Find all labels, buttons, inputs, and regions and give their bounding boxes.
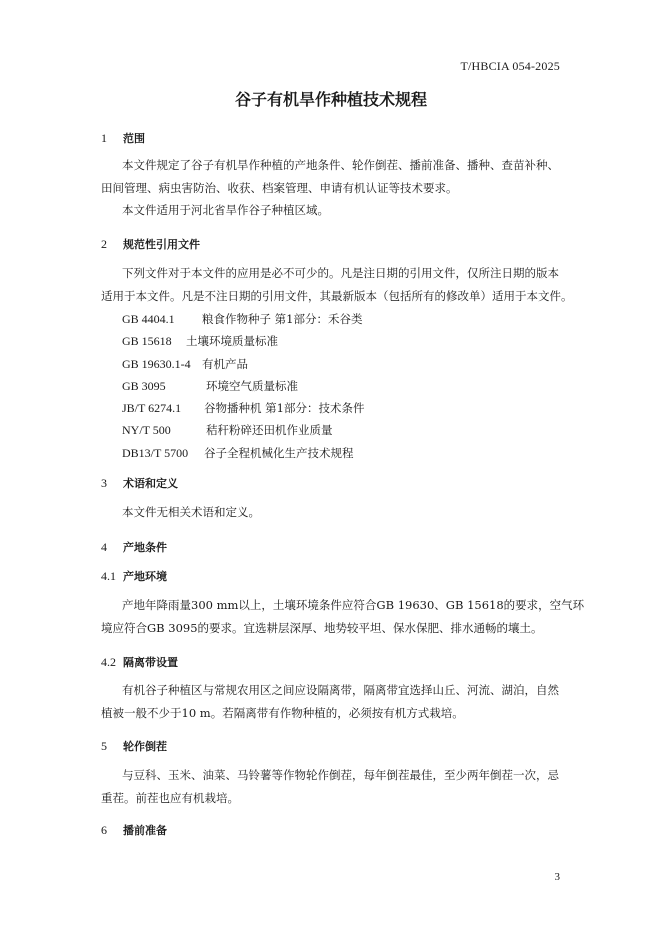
paragraph-line: 本文件无相关术语和定义。 bbox=[122, 505, 260, 519]
section-number: 1 bbox=[101, 131, 107, 145]
reference-code: JB/T 6274.1 bbox=[122, 401, 182, 415]
section-4-2-heading bbox=[101, 654, 178, 670]
reference-code: GB 4404.1 bbox=[122, 312, 175, 326]
section-4-1-heading bbox=[101, 568, 167, 584]
reference-name: 环境空气质量标准 bbox=[206, 379, 298, 393]
paragraph-line: 本文件适用于河北省旱作谷子种植区域。 bbox=[122, 203, 329, 217]
paragraph-line: 境应符合GB 3095的要求。宜选耕层深厚、地势较平坦、保水保肥、排水通畅的壤土。 bbox=[101, 620, 543, 635]
reference-code: DB13/T 5700 bbox=[122, 446, 189, 460]
section-4-1-paragraph bbox=[101, 594, 585, 639]
section-number: 4 bbox=[101, 540, 107, 554]
section-title: 规范性引用文件 bbox=[123, 238, 200, 251]
paragraph-line: 下列文件对于本文件的应用是必不可少的。凡是注日期的引用文件，仅所注日期的版本 bbox=[122, 266, 559, 280]
reference-item bbox=[122, 378, 298, 394]
section-4-heading bbox=[101, 539, 167, 555]
section-title: 播前准备 bbox=[123, 824, 167, 837]
section-title: 术语和定义 bbox=[123, 477, 178, 490]
paragraph-line: 产地年降雨量300 mm以上，土壤环境条件应符合GB 19630、GB 15618的要求，空气环 bbox=[122, 598, 585, 612]
reference-code: GB 19630.1-4 bbox=[122, 357, 191, 371]
reference-name: 有机产品 bbox=[202, 357, 248, 371]
section-number: 5 bbox=[101, 739, 107, 753]
reference-code: GB 15618 bbox=[122, 334, 172, 348]
reference-item bbox=[122, 400, 364, 416]
section-title: 隔离带设置 bbox=[123, 656, 178, 669]
section-6-heading bbox=[101, 822, 167, 838]
paragraph-line: 重茬。前茬也应有机栽培。 bbox=[101, 790, 239, 805]
paragraph-line: 本文件规定了谷子有机旱作种植的产地条件、轮作倒茬、播前准备、播种、查苗补种、 bbox=[122, 158, 559, 172]
reference-name: 粮食作物种子 第1部分：禾谷类 bbox=[202, 312, 363, 326]
reference-item bbox=[122, 422, 333, 438]
document-title: 谷子有机旱作种植技术规程 bbox=[234, 90, 427, 109]
section-5-paragraph bbox=[101, 764, 561, 809]
section-1-heading bbox=[101, 130, 145, 146]
paragraph-line: 有机谷子种植区与常规农用区之间应设隔离带，隔离带宜选择山丘、河流、湖泊，自然 bbox=[122, 683, 559, 697]
section-3-paragraph bbox=[101, 501, 561, 524]
reference-code: NY/T 500 bbox=[122, 423, 171, 437]
section-title: 范围 bbox=[123, 132, 145, 145]
paragraph-line: 田间管理、病虫害防治、收获、档案管理、申请有机认证等技术要求。 bbox=[101, 180, 458, 195]
section-number: 4.2 bbox=[101, 655, 116, 669]
section-title: 产地条件 bbox=[123, 541, 167, 554]
document-code: T/HBCIA 054-2025 bbox=[460, 59, 560, 73]
section-4-2-paragraph bbox=[101, 679, 561, 724]
reference-item bbox=[122, 445, 354, 461]
paragraph-line: 适用于本文件。凡是不注日期的引用文件，其最新版本（包括所有的修改单）适用于本文件。 bbox=[101, 288, 573, 303]
section-5-heading bbox=[101, 738, 167, 754]
section-number: 2 bbox=[101, 237, 107, 251]
reference-name: 谷子全程机械化生产技术规程 bbox=[204, 446, 354, 460]
reference-name: 谷物播种机 第1部分：技术条件 bbox=[204, 401, 365, 415]
paragraph-line: 植被一般不少于10 m。若隔离带有作物种植的，必须按有机方式栽培。 bbox=[101, 705, 464, 720]
section-number: 3 bbox=[101, 476, 107, 490]
reference-item bbox=[122, 333, 278, 349]
section-title: 轮作倒茬 bbox=[123, 740, 167, 753]
reference-name: 土壤环境质量标准 bbox=[186, 334, 278, 348]
paragraph-line: 与豆科、玉米、油菜、马铃薯等作物轮作倒茬，每年倒茬最佳，至少两年倒茬一次，忌 bbox=[122, 768, 559, 782]
reference-item bbox=[122, 356, 248, 372]
section-title: 产地环境 bbox=[123, 570, 167, 583]
reference-name: 秸秆粉碎还田机作业质量 bbox=[206, 423, 333, 437]
reference-item bbox=[122, 311, 362, 327]
section-2-paragraph bbox=[101, 262, 573, 307]
section-1-paragraph bbox=[101, 154, 561, 222]
section-number: 4.1 bbox=[101, 569, 116, 583]
section-2-heading bbox=[101, 236, 200, 252]
reference-code: GB 3095 bbox=[122, 379, 166, 393]
section-number: 6 bbox=[101, 823, 107, 837]
page-number: 3 bbox=[554, 871, 560, 883]
section-3-heading bbox=[101, 475, 178, 491]
